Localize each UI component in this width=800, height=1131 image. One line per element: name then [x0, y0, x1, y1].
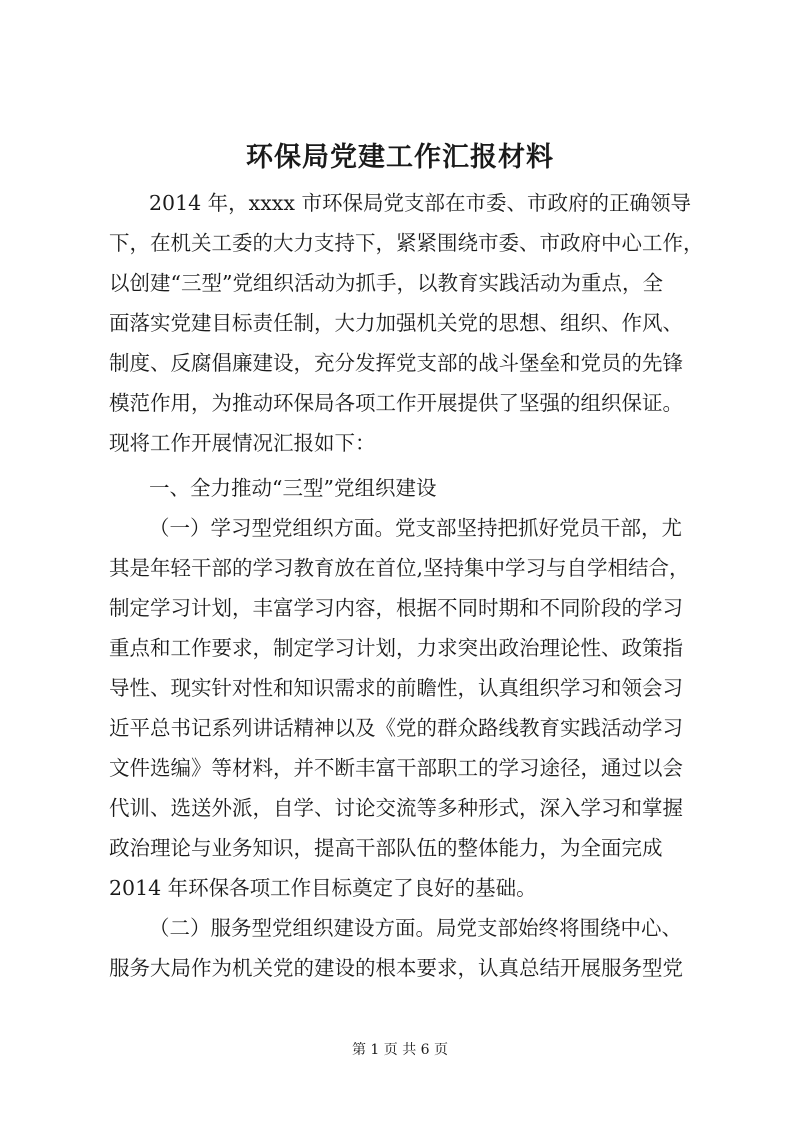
- paragraph-line: 面落实党建目标责任制，大力加强机关党的思想、组织、作风、: [109, 311, 683, 335]
- paragraph-line: 制度、反腐倡廉建设，充分发挥党支部的战斗堡垒和党员的先锋: [109, 351, 683, 375]
- paragraph-line: 模范作用，为推动环保局各项工作开展提供了坚强的组织保证。: [109, 391, 683, 415]
- paragraph-line: 文件选编》等材料，并不断丰富干部职工的学习途径，通过以会: [109, 756, 683, 780]
- document-title: 环保局党建工作汇报材料: [246, 142, 554, 173]
- paragraph-line: 2014 年环保各项工作目标奠定了良好的基础。: [109, 876, 537, 900]
- paragraph-line: （一）学习型党组织方面。党支部坚持把抓好党员干部，尤: [149, 516, 682, 540]
- section-heading: 一、全力推动“三型”党组织建设: [149, 476, 437, 500]
- paragraph-line: 2014 年，xxxx 市环保局党支部在市委、市政府的正确领导: [149, 191, 691, 215]
- paragraph-line: 其是年轻干部的学习教育放在首位,坚持集中学习与自学相结合，: [109, 556, 690, 580]
- paragraph-line: 以创建“三型”党组织活动为抓手，以教育实践活动为重点，全: [109, 271, 663, 295]
- paragraph-line: 近平总书记系列讲话精神以及《党的群众路线教育实践活动学习: [109, 716, 683, 740]
- page-number-footer: 第 1 页 共 6 页: [351, 1042, 449, 1058]
- paragraph-line: 现将工作开展情况汇报如下：: [109, 431, 376, 455]
- paragraph-line: 导性、现实针对性和知识需求的前瞻性，认真组织学习和领会习: [109, 676, 683, 700]
- paragraph-line: 服务大局作为机关党的建设的根本要求，认真总结开展服务型党: [109, 956, 683, 980]
- paragraph-line: 代训、选送外派，自学、讨论交流等多种形式，深入学习和掌握: [109, 796, 683, 820]
- paragraph-line: 重点和工作要求，制定学习计划，力求突出政治理论性、政策指: [109, 636, 683, 660]
- paragraph-line: （二）服务型党组织建设方面。局党支部始终将围绕中心、: [149, 916, 682, 940]
- paragraph-line: 制定学习计划，丰富学习内容，根据不同时期和不同阶段的学习: [109, 596, 683, 620]
- paragraph-line: 下，在机关工委的大力支持下，紧紧围绕市委、市政府中心工作，: [109, 231, 704, 255]
- paragraph-line: 政治理论与业务知识，提高干部队伍的整体能力，为全面完成: [109, 836, 663, 860]
